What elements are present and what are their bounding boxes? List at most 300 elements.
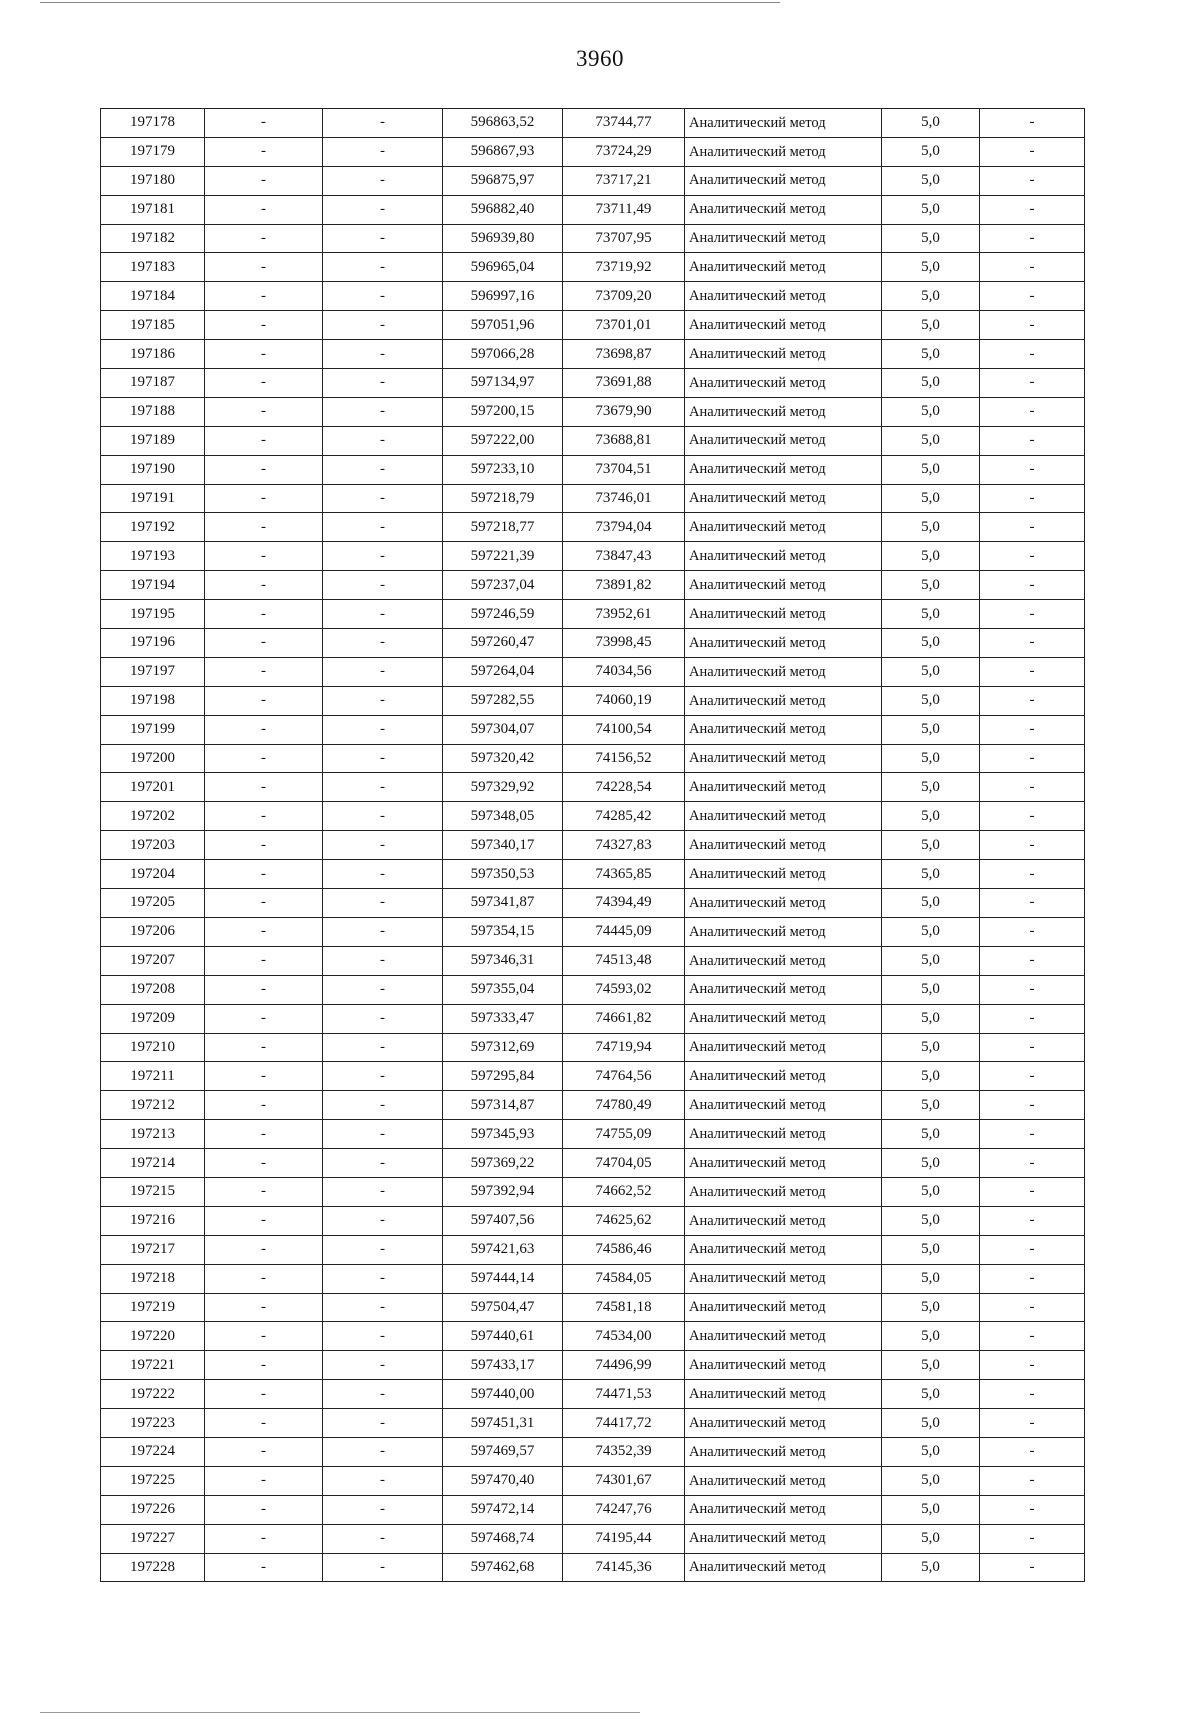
empty-value-cell: - (980, 1437, 1085, 1466)
empty-value-cell: - (323, 1206, 443, 1235)
table-row (101, 253, 1085, 282)
point-number-cell: 197208 (101, 975, 205, 1004)
table-row (101, 1409, 1085, 1438)
empty-value-cell: - (323, 1409, 443, 1438)
table-row (101, 831, 1085, 860)
empty-value-cell: - (980, 1293, 1085, 1322)
y-coordinate-cell: 74496,99 (563, 1351, 685, 1380)
point-number-cell: 197186 (101, 340, 205, 369)
point-number-cell: 197221 (101, 1351, 205, 1380)
y-coordinate-cell: 74581,18 (563, 1293, 685, 1322)
empty-value-cell: - (323, 484, 443, 513)
x-coordinate-cell: 597314,87 (443, 1091, 563, 1120)
empty-value-cell: - (980, 686, 1085, 715)
point-number-cell: 197181 (101, 195, 205, 224)
empty-value-cell: - (205, 542, 323, 571)
empty-value-cell: - (980, 282, 1085, 311)
y-coordinate-cell: 73847,43 (563, 542, 685, 571)
empty-value-cell: - (205, 1524, 323, 1553)
method-cell: Аналитический метод (685, 715, 882, 744)
accuracy-cell: 5,0 (882, 1322, 980, 1351)
method-cell: Аналитический метод (685, 109, 882, 138)
y-coordinate-cell: 74719,94 (563, 1033, 685, 1062)
empty-value-cell: - (205, 1322, 323, 1351)
empty-value-cell: - (205, 109, 323, 138)
table-row (101, 657, 1085, 686)
accuracy-cell: 5,0 (882, 1091, 980, 1120)
y-coordinate-cell: 73688,81 (563, 426, 685, 455)
point-number-cell: 197182 (101, 224, 205, 253)
method-cell: Аналитический метод (685, 889, 882, 918)
empty-value-cell: - (980, 195, 1085, 224)
x-coordinate-cell: 597421,63 (443, 1235, 563, 1264)
table-row (101, 311, 1085, 340)
empty-value-cell: - (323, 109, 443, 138)
empty-value-cell: - (980, 802, 1085, 831)
accuracy-cell: 5,0 (882, 397, 980, 426)
empty-value-cell: - (323, 831, 443, 860)
y-coordinate-cell: 74780,49 (563, 1091, 685, 1120)
method-cell: Аналитический метод (685, 1437, 882, 1466)
method-cell: Аналитический метод (685, 802, 882, 831)
y-coordinate-cell: 74471,53 (563, 1380, 685, 1409)
accuracy-cell: 5,0 (882, 195, 980, 224)
method-cell: Аналитический метод (685, 1409, 882, 1438)
page-number: 3960 (576, 46, 624, 71)
method-cell: Аналитический метод (685, 137, 882, 166)
table-row (101, 282, 1085, 311)
accuracy-cell: 5,0 (882, 455, 980, 484)
table-row (101, 860, 1085, 889)
empty-value-cell: - (205, 1235, 323, 1264)
y-coordinate-cell: 74100,54 (563, 715, 685, 744)
empty-value-cell: - (205, 484, 323, 513)
table-row (101, 744, 1085, 773)
method-cell: Аналитический метод (685, 1004, 882, 1033)
point-number-cell: 197205 (101, 889, 205, 918)
x-coordinate-cell: 596863,52 (443, 109, 563, 138)
empty-value-cell: - (980, 1149, 1085, 1178)
table-row (101, 802, 1085, 831)
x-coordinate-cell: 597440,00 (443, 1380, 563, 1409)
x-coordinate-cell: 597340,17 (443, 831, 563, 860)
empty-value-cell: - (205, 657, 323, 686)
table-row (101, 946, 1085, 975)
point-number-cell: 197207 (101, 946, 205, 975)
method-cell: Аналитический метод (685, 1322, 882, 1351)
empty-value-cell: - (323, 166, 443, 195)
y-coordinate-cell: 74195,44 (563, 1524, 685, 1553)
y-coordinate-cell: 74156,52 (563, 744, 685, 773)
table-row (101, 1293, 1085, 1322)
y-coordinate-cell: 74417,72 (563, 1409, 685, 1438)
empty-value-cell: - (323, 657, 443, 686)
x-coordinate-cell: 597218,77 (443, 513, 563, 542)
x-coordinate-cell: 597051,96 (443, 311, 563, 340)
method-cell: Аналитический метод (685, 426, 882, 455)
y-coordinate-cell: 74755,09 (563, 1120, 685, 1149)
point-number-cell: 197184 (101, 282, 205, 311)
method-cell: Аналитический метод (685, 1120, 882, 1149)
table-row (101, 715, 1085, 744)
x-coordinate-cell: 596997,16 (443, 282, 563, 311)
empty-value-cell: - (205, 513, 323, 542)
x-coordinate-cell: 596875,97 (443, 166, 563, 195)
x-coordinate-cell: 597468,74 (443, 1524, 563, 1553)
y-coordinate-cell: 73704,51 (563, 455, 685, 484)
accuracy-cell: 5,0 (882, 340, 980, 369)
accuracy-cell: 5,0 (882, 1004, 980, 1033)
point-number-cell: 197216 (101, 1206, 205, 1235)
table-row (101, 340, 1085, 369)
empty-value-cell: - (323, 773, 443, 802)
empty-value-cell: - (205, 1120, 323, 1149)
empty-value-cell: - (980, 224, 1085, 253)
x-coordinate-cell: 596867,93 (443, 137, 563, 166)
table-row (101, 686, 1085, 715)
y-coordinate-cell: 74584,05 (563, 1264, 685, 1293)
y-coordinate-cell: 73719,92 (563, 253, 685, 282)
table-row (101, 1437, 1085, 1466)
table-row (101, 397, 1085, 426)
x-coordinate-cell: 597440,61 (443, 1322, 563, 1351)
table-row (101, 195, 1085, 224)
table-row (101, 1004, 1085, 1033)
y-coordinate-cell: 74247,76 (563, 1495, 685, 1524)
x-coordinate-cell: 597260,47 (443, 629, 563, 658)
empty-value-cell: - (205, 1062, 323, 1091)
empty-value-cell: - (205, 1466, 323, 1495)
y-coordinate-cell: 74586,46 (563, 1235, 685, 1264)
method-cell: Аналитический метод (685, 195, 882, 224)
point-number-cell: 197224 (101, 1437, 205, 1466)
y-coordinate-cell: 74352,39 (563, 1437, 685, 1466)
table-row (101, 1206, 1085, 1235)
x-coordinate-cell: 597504,47 (443, 1293, 563, 1322)
x-coordinate-cell: 597282,55 (443, 686, 563, 715)
empty-value-cell: - (323, 600, 443, 629)
empty-value-cell: - (980, 1120, 1085, 1149)
empty-value-cell: - (205, 1004, 323, 1033)
empty-value-cell: - (980, 1351, 1085, 1380)
point-number-cell: 197199 (101, 715, 205, 744)
x-coordinate-cell: 596882,40 (443, 195, 563, 224)
point-number-cell: 197196 (101, 629, 205, 658)
accuracy-cell: 5,0 (882, 1495, 980, 1524)
empty-value-cell: - (323, 1524, 443, 1553)
empty-value-cell: - (205, 369, 323, 398)
y-coordinate-cell: 74704,05 (563, 1149, 685, 1178)
y-coordinate-cell: 74445,09 (563, 917, 685, 946)
y-coordinate-cell: 73711,49 (563, 195, 685, 224)
method-cell: Аналитический метод (685, 224, 882, 253)
y-coordinate-cell: 73724,29 (563, 137, 685, 166)
table-row (101, 571, 1085, 600)
x-coordinate-cell: 596965,04 (443, 253, 563, 282)
method-cell: Аналитический метод (685, 369, 882, 398)
empty-value-cell: - (323, 1293, 443, 1322)
point-number-cell: 197194 (101, 571, 205, 600)
accuracy-cell: 5,0 (882, 1437, 980, 1466)
accuracy-cell: 5,0 (882, 715, 980, 744)
method-cell: Аналитический метод (685, 455, 882, 484)
empty-value-cell: - (980, 571, 1085, 600)
empty-value-cell: - (205, 1495, 323, 1524)
table-row (101, 773, 1085, 802)
empty-value-cell: - (323, 426, 443, 455)
method-cell: Аналитический метод (685, 282, 882, 311)
empty-value-cell: - (323, 1091, 443, 1120)
method-cell: Аналитический метод (685, 1553, 882, 1582)
empty-value-cell: - (323, 889, 443, 918)
empty-value-cell: - (205, 195, 323, 224)
empty-value-cell: - (323, 1004, 443, 1033)
empty-value-cell: - (205, 946, 323, 975)
empty-value-cell: - (980, 311, 1085, 340)
method-cell: Аналитический метод (685, 513, 882, 542)
method-cell: Аналитический метод (685, 831, 882, 860)
empty-value-cell: - (980, 744, 1085, 773)
scan-edge-line-top (40, 2, 780, 3)
empty-value-cell: - (323, 946, 443, 975)
x-coordinate-cell: 597233,10 (443, 455, 563, 484)
empty-value-cell: - (980, 426, 1085, 455)
empty-value-cell: - (323, 917, 443, 946)
point-number-cell: 197214 (101, 1149, 205, 1178)
accuracy-cell: 5,0 (882, 946, 980, 975)
table-row (101, 1524, 1085, 1553)
method-cell: Аналитический метод (685, 166, 882, 195)
empty-value-cell: - (205, 889, 323, 918)
scan-edge-line-bottom (40, 1712, 640, 1713)
accuracy-cell: 5,0 (882, 600, 980, 629)
table-row (101, 1235, 1085, 1264)
point-number-cell: 197201 (101, 773, 205, 802)
x-coordinate-cell: 597304,07 (443, 715, 563, 744)
method-cell: Аналитический метод (685, 1495, 882, 1524)
empty-value-cell: - (205, 1351, 323, 1380)
accuracy-cell: 5,0 (882, 1264, 980, 1293)
empty-value-cell: - (205, 715, 323, 744)
method-cell: Аналитический метод (685, 397, 882, 426)
method-cell: Аналитический метод (685, 1177, 882, 1206)
empty-value-cell: - (980, 1264, 1085, 1293)
table-row (101, 1264, 1085, 1293)
method-cell: Аналитический метод (685, 657, 882, 686)
empty-value-cell: - (205, 397, 323, 426)
empty-value-cell: - (205, 802, 323, 831)
method-cell: Аналитический метод (685, 340, 882, 369)
point-number-cell: 197206 (101, 917, 205, 946)
table-row (101, 1466, 1085, 1495)
accuracy-cell: 5,0 (882, 744, 980, 773)
empty-value-cell: - (980, 137, 1085, 166)
method-cell: Аналитический метод (685, 1524, 882, 1553)
table-row (101, 369, 1085, 398)
accuracy-cell: 5,0 (882, 1380, 980, 1409)
method-cell: Аналитический метод (685, 1264, 882, 1293)
table-row (101, 455, 1085, 484)
accuracy-cell: 5,0 (882, 542, 980, 571)
accuracy-cell: 5,0 (882, 860, 980, 889)
point-number-cell: 197190 (101, 455, 205, 484)
empty-value-cell: - (323, 1437, 443, 1466)
accuracy-cell: 5,0 (882, 166, 980, 195)
method-cell: Аналитический метод (685, 860, 882, 889)
accuracy-cell: 5,0 (882, 802, 980, 831)
accuracy-cell: 5,0 (882, 917, 980, 946)
accuracy-cell: 5,0 (882, 975, 980, 1004)
empty-value-cell: - (323, 1264, 443, 1293)
table-row (101, 1380, 1085, 1409)
accuracy-cell: 5,0 (882, 571, 980, 600)
x-coordinate-cell: 597433,17 (443, 1351, 563, 1380)
x-coordinate-cell: 597462,68 (443, 1553, 563, 1582)
y-coordinate-cell: 73709,20 (563, 282, 685, 311)
empty-value-cell: - (980, 455, 1085, 484)
empty-value-cell: - (980, 1033, 1085, 1062)
point-number-cell: 197227 (101, 1524, 205, 1553)
point-number-cell: 197222 (101, 1380, 205, 1409)
point-number-cell: 197187 (101, 369, 205, 398)
point-number-cell: 197217 (101, 1235, 205, 1264)
empty-value-cell: - (205, 1264, 323, 1293)
empty-value-cell: - (980, 1206, 1085, 1235)
y-coordinate-cell: 74034,56 (563, 657, 685, 686)
empty-value-cell: - (323, 1351, 443, 1380)
method-cell: Аналитический метод (685, 1206, 882, 1235)
y-coordinate-cell: 73679,90 (563, 397, 685, 426)
point-number-cell: 197209 (101, 1004, 205, 1033)
accuracy-cell: 5,0 (882, 1409, 980, 1438)
y-coordinate-cell: 74301,67 (563, 1466, 685, 1495)
y-coordinate-cell: 73952,61 (563, 600, 685, 629)
empty-value-cell: - (980, 369, 1085, 398)
accuracy-cell: 5,0 (882, 629, 980, 658)
point-number-cell: 197180 (101, 166, 205, 195)
empty-value-cell: - (980, 860, 1085, 889)
method-cell: Аналитический метод (685, 686, 882, 715)
empty-value-cell: - (980, 1466, 1085, 1495)
accuracy-cell: 5,0 (882, 513, 980, 542)
empty-value-cell: - (323, 253, 443, 282)
accuracy-cell: 5,0 (882, 311, 980, 340)
empty-value-cell: - (205, 831, 323, 860)
empty-value-cell: - (323, 1033, 443, 1062)
x-coordinate-cell: 597329,92 (443, 773, 563, 802)
point-number-cell: 197203 (101, 831, 205, 860)
x-coordinate-cell: 597469,57 (443, 1437, 563, 1466)
empty-value-cell: - (980, 542, 1085, 571)
empty-value-cell: - (980, 1177, 1085, 1206)
empty-value-cell: - (205, 1553, 323, 1582)
empty-value-cell: - (980, 253, 1085, 282)
table-row (101, 1120, 1085, 1149)
point-number-cell: 197188 (101, 397, 205, 426)
point-number-cell: 197193 (101, 542, 205, 571)
y-coordinate-cell: 73691,88 (563, 369, 685, 398)
accuracy-cell: 5,0 (882, 889, 980, 918)
accuracy-cell: 5,0 (882, 253, 980, 282)
point-number-cell: 197220 (101, 1322, 205, 1351)
table-row (101, 109, 1085, 138)
empty-value-cell: - (205, 1380, 323, 1409)
method-cell: Аналитический метод (685, 1351, 882, 1380)
accuracy-cell: 5,0 (882, 1062, 980, 1091)
coordinates-table-body (101, 109, 1085, 1582)
empty-value-cell: - (323, 1062, 443, 1091)
empty-value-cell: - (980, 1380, 1085, 1409)
empty-value-cell: - (205, 1177, 323, 1206)
y-coordinate-cell: 73717,21 (563, 166, 685, 195)
empty-value-cell: - (323, 513, 443, 542)
y-coordinate-cell: 73698,87 (563, 340, 685, 369)
empty-value-cell: - (323, 1466, 443, 1495)
method-cell: Аналитический метод (685, 1235, 882, 1264)
empty-value-cell: - (323, 629, 443, 658)
y-coordinate-cell: 74060,19 (563, 686, 685, 715)
empty-value-cell: - (980, 831, 1085, 860)
accuracy-cell: 5,0 (882, 1524, 980, 1553)
point-number-cell: 197192 (101, 513, 205, 542)
method-cell: Аналитический метод (685, 1149, 882, 1178)
table-row (101, 1322, 1085, 1351)
empty-value-cell: - (980, 1062, 1085, 1091)
empty-value-cell: - (980, 397, 1085, 426)
point-number-cell: 197226 (101, 1495, 205, 1524)
y-coordinate-cell: 73707,95 (563, 224, 685, 253)
table-row (101, 1553, 1085, 1582)
point-number-cell: 197211 (101, 1062, 205, 1091)
empty-value-cell: - (323, 975, 443, 1004)
accuracy-cell: 5,0 (882, 1033, 980, 1062)
y-coordinate-cell: 73794,04 (563, 513, 685, 542)
empty-value-cell: - (323, 1495, 443, 1524)
empty-value-cell: - (205, 426, 323, 455)
empty-value-cell: - (205, 340, 323, 369)
empty-value-cell: - (980, 166, 1085, 195)
x-coordinate-cell: 597237,04 (443, 571, 563, 600)
accuracy-cell: 5,0 (882, 1149, 980, 1178)
accuracy-cell: 5,0 (882, 224, 980, 253)
accuracy-cell: 5,0 (882, 1120, 980, 1149)
empty-value-cell: - (323, 195, 443, 224)
x-coordinate-cell: 597134,97 (443, 369, 563, 398)
method-cell: Аналитический метод (685, 629, 882, 658)
empty-value-cell: - (205, 629, 323, 658)
x-coordinate-cell: 597350,53 (443, 860, 563, 889)
table-row (101, 426, 1085, 455)
x-coordinate-cell: 597472,14 (443, 1495, 563, 1524)
point-number-cell: 197200 (101, 744, 205, 773)
empty-value-cell: - (205, 600, 323, 629)
accuracy-cell: 5,0 (882, 773, 980, 802)
table-row (101, 917, 1085, 946)
method-cell: Аналитический метод (685, 1293, 882, 1322)
empty-value-cell: - (323, 137, 443, 166)
method-cell: Аналитический метод (685, 1091, 882, 1120)
point-number-cell: 197225 (101, 1466, 205, 1495)
y-coordinate-cell: 74593,02 (563, 975, 685, 1004)
x-coordinate-cell: 597407,56 (443, 1206, 563, 1235)
point-number-cell: 197210 (101, 1033, 205, 1062)
method-cell: Аналитический метод (685, 484, 882, 513)
empty-value-cell: - (323, 1120, 443, 1149)
x-coordinate-cell: 597355,04 (443, 975, 563, 1004)
y-coordinate-cell: 74365,85 (563, 860, 685, 889)
y-coordinate-cell: 73746,01 (563, 484, 685, 513)
x-coordinate-cell: 597200,15 (443, 397, 563, 426)
